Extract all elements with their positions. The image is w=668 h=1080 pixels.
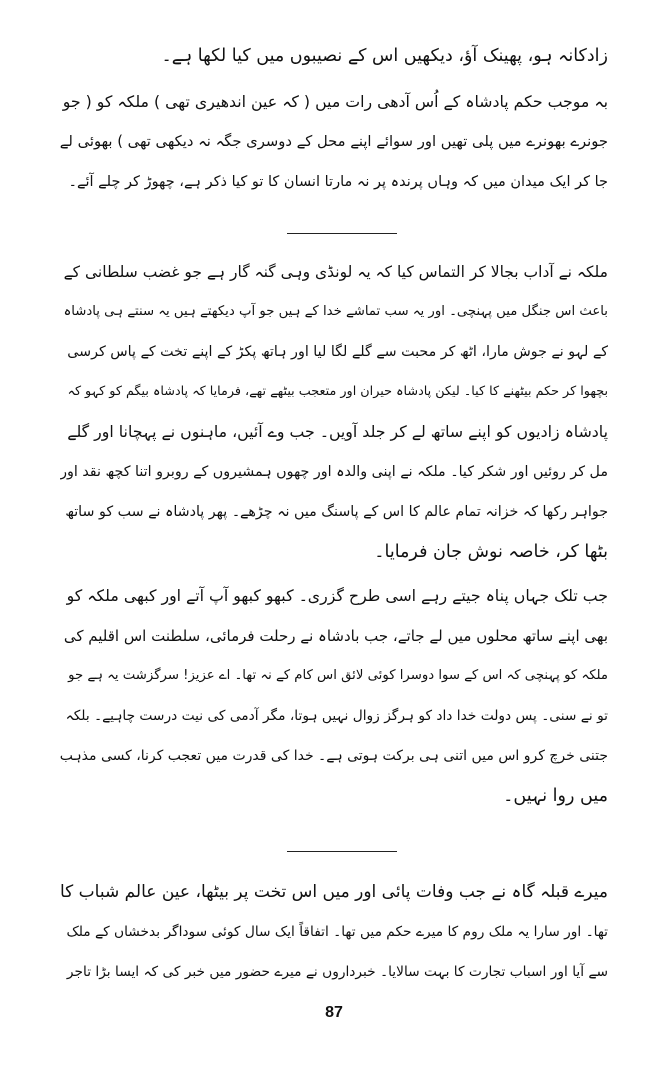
text-line: جونرے بھونرے میں پلی تھیں اور سوائے اپنے محل کے دوسری جگہ نہ دیکھی تھی ) بھوئی لے	[60, 133, 608, 150]
text-line: باعث اس جنگل میں پہنچی۔ اور یہ سب تماشے خدا کے ہیں جو آپ دیکھتے ہیں یہ سنتے ہی پادشاہ	[63, 304, 608, 319]
text-line: ملکہ نے آداب بجالا کر التماس کیا کہ یہ لونڈی وہی گنہ گار ہے جو غضب سلطانی کے	[63, 263, 608, 281]
text-line: سے آیا اور اسباب تجارت کا بہت سالایا۔ خبرداروں نے میرے حضور میں خبر کی کہ ایسا بڑا تاجر	[66, 964, 608, 980]
text-line: پادشاہ زادیوں کو اپنے ساتھ لے کر جلد آویں۔ جب وے آئیں، ماہنوں نے پہچانا اور گلے	[67, 422, 608, 441]
paragraph	[60, 872, 608, 992]
paragraph	[60, 82, 608, 202]
text-line: ملکہ کو پہنچی کہ اس کے سوا دوسرا کوئی لائق اس کام کے نہ تھا۔ اے عزیز! سرگزشت یہ ہے جو	[68, 668, 608, 683]
text-line: کے لہو نے جوش مارا، اٹھ کر محبت سے گلے لگا لیا اور ہاتھ پکڑ کے اپنے تخت کے پاس کرسی	[67, 344, 608, 360]
text-line: تو نے سنی۔ پس دولت خدا داد کو ہرگز زوال نہیں ہوتا، مگر آدمی کی نیت درست چاہیے۔ بلکہ	[65, 708, 608, 724]
section-divider	[287, 851, 397, 852]
text-line: بھی اپنے ساتھ محلوں میں لے جاتے، جب بادشاہ نے رحلت فرمائی، سلطنت اس اقلیم کی	[63, 627, 608, 645]
paragraph	[60, 36, 608, 76]
text-line: بہ موجب حکم پادشاہ کے اُس آدھی رات میں ( کہ عین اندھیری تھی ) ملکہ کو ( جو	[62, 92, 608, 111]
text-line: میں روا نہیں۔	[503, 786, 608, 806]
text-line: بٹھا کر، خاصہ نوش جان فرمایا۔	[374, 542, 608, 562]
text-line: جواہر رکھا کہ خزانہ تمام عالم کا اس کے پاسنگ میں نہ چڑھے۔ پھر پادشاہ نے سب کو ساتھ	[65, 504, 608, 520]
text-line: زادکانہ ہو، پھینک آؤ، دیکھیں اس کے نصیبوں میں کیا لکھا ہے۔	[161, 46, 608, 66]
text-line: تھا۔ اور سارا یہ ملک روم کا میرے حکم میں تھا۔ اتفاقاً ایک سال کوئی سوداگر بدخشاں کے ملک	[66, 924, 608, 940]
text-line: مل کر روئیں اور شکر کیا۔ ملکہ نے اپنی والدہ اور چھوں ہمشیروں کے روبرو اتنا کچھ نقد اور	[60, 464, 608, 480]
paragraph	[60, 252, 608, 572]
page-number: 87	[325, 1004, 343, 1021]
text-line: بچھوا کر حکم بیٹھنے کا کیا۔ لیکن پادشاہ حیران اور متعجب بیٹھے تھے، فرمایا کہ پادشاہ بیگم کو کہو کہ	[67, 384, 608, 399]
text-line: جا کر ایک میدان میں کہ وہاں پرندہ پر نہ مارتا انسان کا تو کیا ذکر ہے، چھوڑ کر چلے آئے۔	[68, 174, 608, 190]
text-line: میرے قبلہ گاہ نے جب وفات پائی اور میں اس تخت پر بیٹھا، عین عالم شباب کا	[60, 882, 608, 902]
paragraph	[60, 576, 608, 816]
section-divider	[287, 233, 397, 234]
text-line: جب تلک جہاں پناہ جیتے رہے اسی طرح گزری۔ کبھو کبھو آپ آتے اور کبھی ملکہ کو	[66, 586, 608, 605]
text-line: جتنی خرچ کرو اس میں اتنی ہی برکت ہوتی ہے۔ خدا کی قدرت میں تعجب کرنا، کسی مذہب	[60, 748, 608, 764]
